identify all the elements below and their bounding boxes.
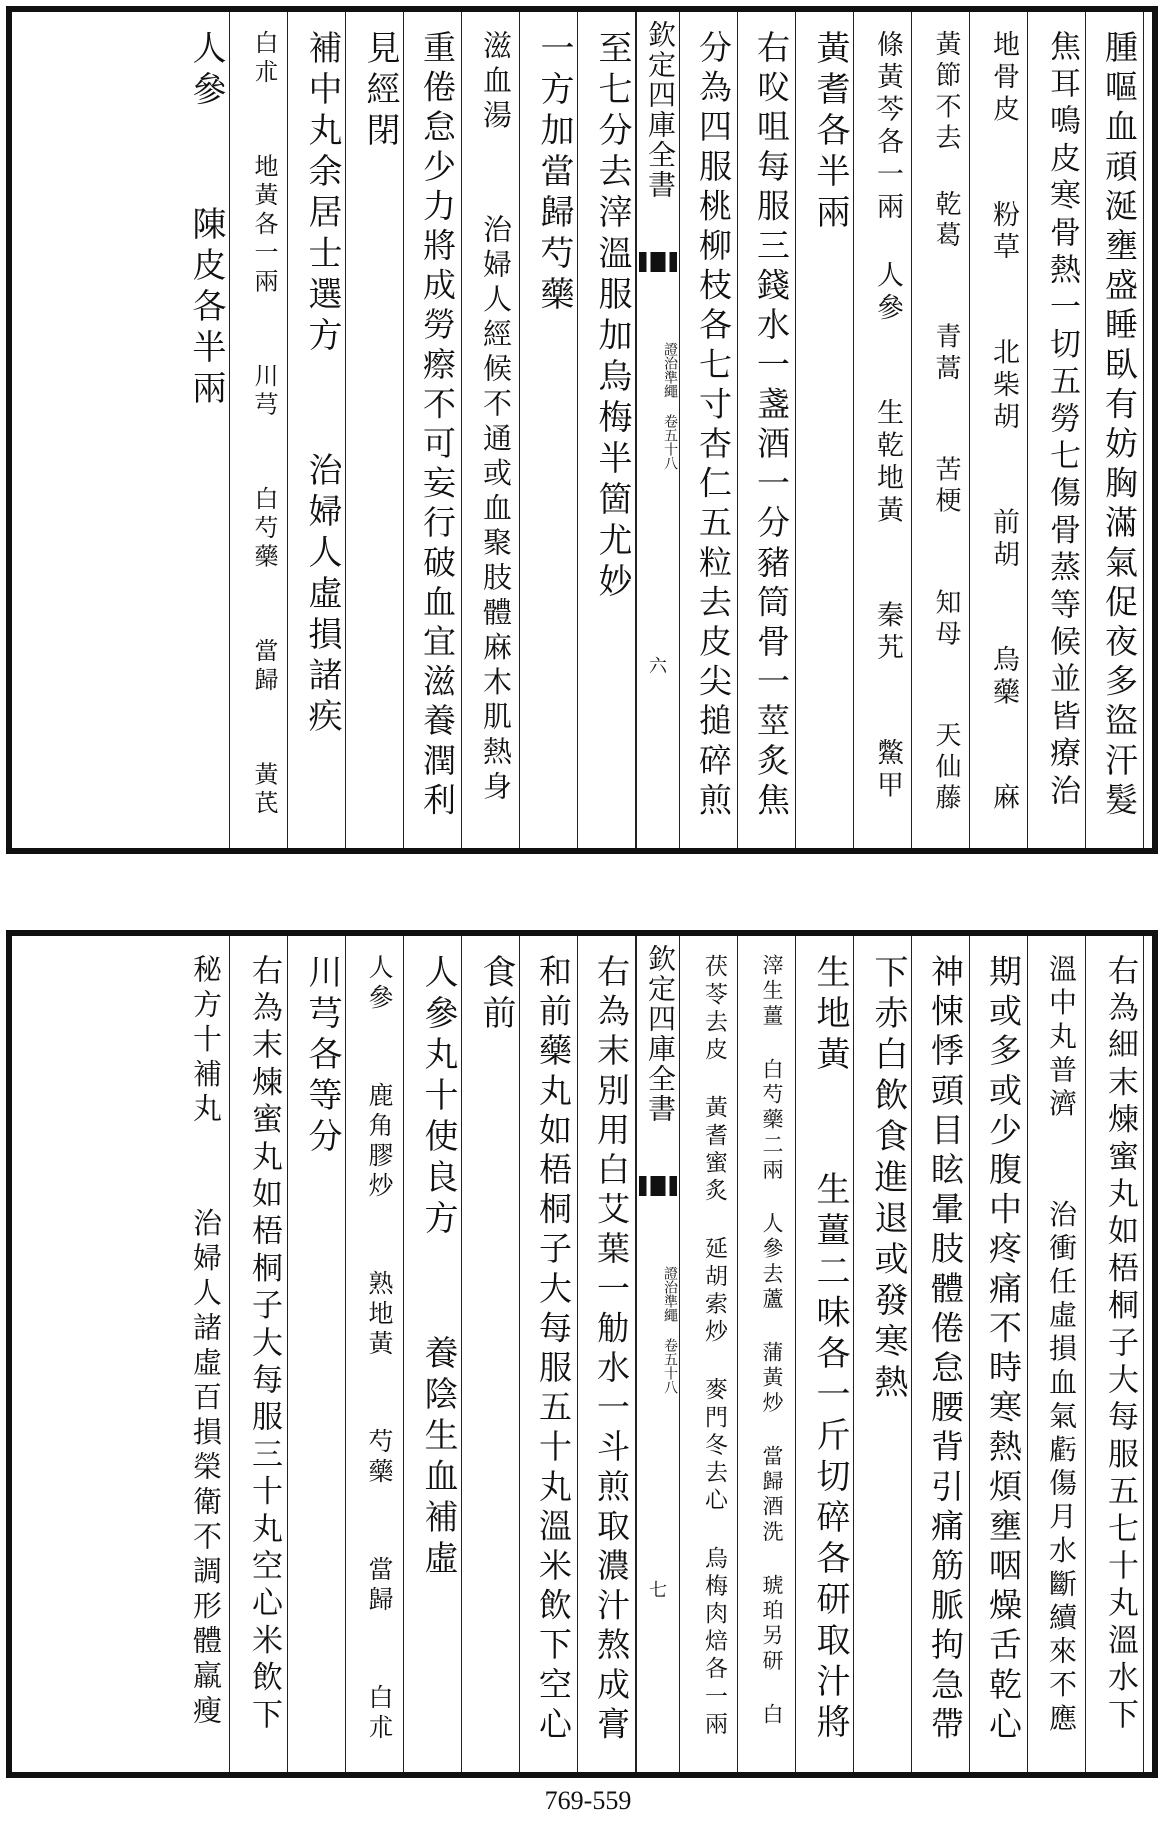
text-column	[854, 936, 912, 1772]
text-column	[520, 12, 578, 848]
text-column	[680, 936, 738, 1772]
text-column	[578, 12, 636, 848]
center-header-column	[636, 12, 680, 848]
text-column	[346, 936, 404, 1772]
text-column	[854, 12, 912, 848]
text-column	[1086, 12, 1144, 848]
column-text: 分為四服桃柳枝各七寸杏仁五粒去皮尖搥碎煎	[694, 30, 733, 822]
column-text: 人參丸十使良方 養陰生血補虛	[418, 954, 458, 1581]
column-text: 見經閉	[360, 30, 400, 153]
column-text: 一方加當歸芍藥	[534, 30, 574, 317]
text-column	[1028, 12, 1086, 848]
book-volume-label: 證治準繩 卷五十八	[662, 1266, 678, 1394]
column-text: 生地黃 生薑二味各一斤切碎各研取汁將	[810, 954, 850, 1745]
text-column	[230, 936, 288, 1772]
center-header-column	[636, 936, 680, 1772]
text-column	[346, 12, 404, 848]
page-number: 七	[649, 1580, 667, 1601]
text-column	[288, 936, 346, 1772]
column-text: 溫中丸普濟 治衝任虛損血氣虧傷月水斷續來不應	[1045, 954, 1078, 1737]
text-column	[462, 12, 520, 848]
top-page-columns	[12, 12, 1152, 848]
text-column	[912, 12, 970, 848]
text-column	[172, 12, 230, 848]
column-text: 至七分去滓溫服加烏梅半箇尤妙	[592, 30, 632, 604]
text-column	[912, 936, 970, 1772]
column-text: 人參 陳皮各半兩	[186, 30, 226, 411]
column-text: 右㕮咀每服三錢水一盞酒一分豬筒骨一莖炙焦	[752, 30, 791, 822]
fish-tail-mark-icon	[639, 252, 677, 272]
book-series-title: 欽定四庫全書	[644, 944, 677, 1124]
column-text: 條黃芩各一兩 人參 生乾地黃 秦艽 鱉甲	[872, 30, 903, 804]
column-text: 右為末別用白艾葉一觔水一斗煎取濃汁熬成膏	[592, 954, 631, 1746]
column-text: 秘方十補丸 治婦人諸虛百損榮衛不調形體羸瘦	[189, 954, 223, 1730]
column-text: 地骨皮 粉草 北柴胡 前胡 烏藥 麻	[988, 30, 1019, 816]
column-text: 黃耆各半兩	[810, 30, 850, 235]
column-text: 川芎各等分	[302, 954, 342, 1159]
text-column	[230, 12, 288, 848]
text-column	[796, 936, 854, 1772]
text-column	[578, 936, 636, 1772]
text-column	[462, 936, 520, 1772]
text-column	[520, 936, 578, 1772]
column-text: 焦耳鳴皮寒骨熱一切五勞七傷骨蒸等候並皆療治	[1044, 30, 1080, 812]
page-number: 六	[649, 656, 667, 677]
text-column	[680, 12, 738, 848]
fish-tail-mark-icon	[639, 1176, 677, 1196]
column-text: 人參 鹿角膠炒 熟地黃 芍藥 當歸 白朮	[365, 954, 394, 1744]
text-column	[970, 936, 1028, 1772]
text-column	[738, 12, 796, 848]
column-text: 黃節不去 乾葛 青蒿 苦梗 知母 天仙藤	[931, 30, 961, 815]
column-text: 右為末煉蜜丸如梧桐子大每服三十丸空心米飲下	[246, 954, 282, 1736]
bottom-page	[6, 930, 1158, 1778]
text-column	[404, 936, 462, 1772]
text-column	[796, 12, 854, 848]
column-text: 下赤白飲食進退或發寒熱	[868, 954, 908, 1405]
text-column	[1028, 936, 1086, 1772]
column-text: 和前藥丸如梧桐子大每服五十丸溫米飲下空心	[534, 954, 573, 1746]
column-text: 白朮 地黃各一兩 川芎 白芍藥 當歸 黃芪	[250, 30, 278, 819]
text-column	[738, 936, 796, 1772]
column-text: 腫嘔血頑涎壅盛睡臥有妨胸滿氣促夜多盜汗髮	[1100, 30, 1139, 822]
column-text: 重倦怠少力將成勞瘵不可妄行破血宜滋養潤利	[418, 30, 457, 822]
column-text: 神悚悸頭目眩暈肢體倦怠腰背引痛筋脈拘急帶	[926, 954, 965, 1746]
text-column	[172, 936, 230, 1772]
column-text: 食前	[476, 954, 516, 1036]
text-column	[1086, 936, 1144, 1772]
column-text: 茯苓去皮 黃耆蜜炙 延胡索炒 麥門冬去心 烏梅肉焙各一兩	[701, 954, 727, 1739]
page-code: 769-559	[544, 1786, 632, 1815]
book-volume-label: 證治準繩 卷五十八	[662, 342, 678, 470]
bottom-page-columns	[12, 936, 1152, 1772]
column-text: 右為細末煉蜜丸如梧桐子大每服五七十丸溫水下	[1102, 954, 1138, 1736]
book-series-title: 欽定四庫全書	[644, 20, 677, 200]
text-column	[970, 12, 1028, 848]
top-page	[6, 6, 1158, 854]
column-text: 滓生薑 白芍藥二兩 人參去蘆 蒲黃炒 當歸酒洗 琥珀另研 白	[760, 954, 784, 1728]
text-column	[288, 12, 346, 848]
text-column	[404, 12, 462, 848]
column-text: 期或多或少腹中疼痛不時寒熱煩壅咽燥舌乾心	[984, 954, 1023, 1746]
column-text: 補中丸余居士選方 治婦人虛損諸疾	[302, 30, 342, 739]
column-text: 滋血湯 治婦人經候不通或血聚肢體麻木肌熱身	[479, 30, 513, 806]
